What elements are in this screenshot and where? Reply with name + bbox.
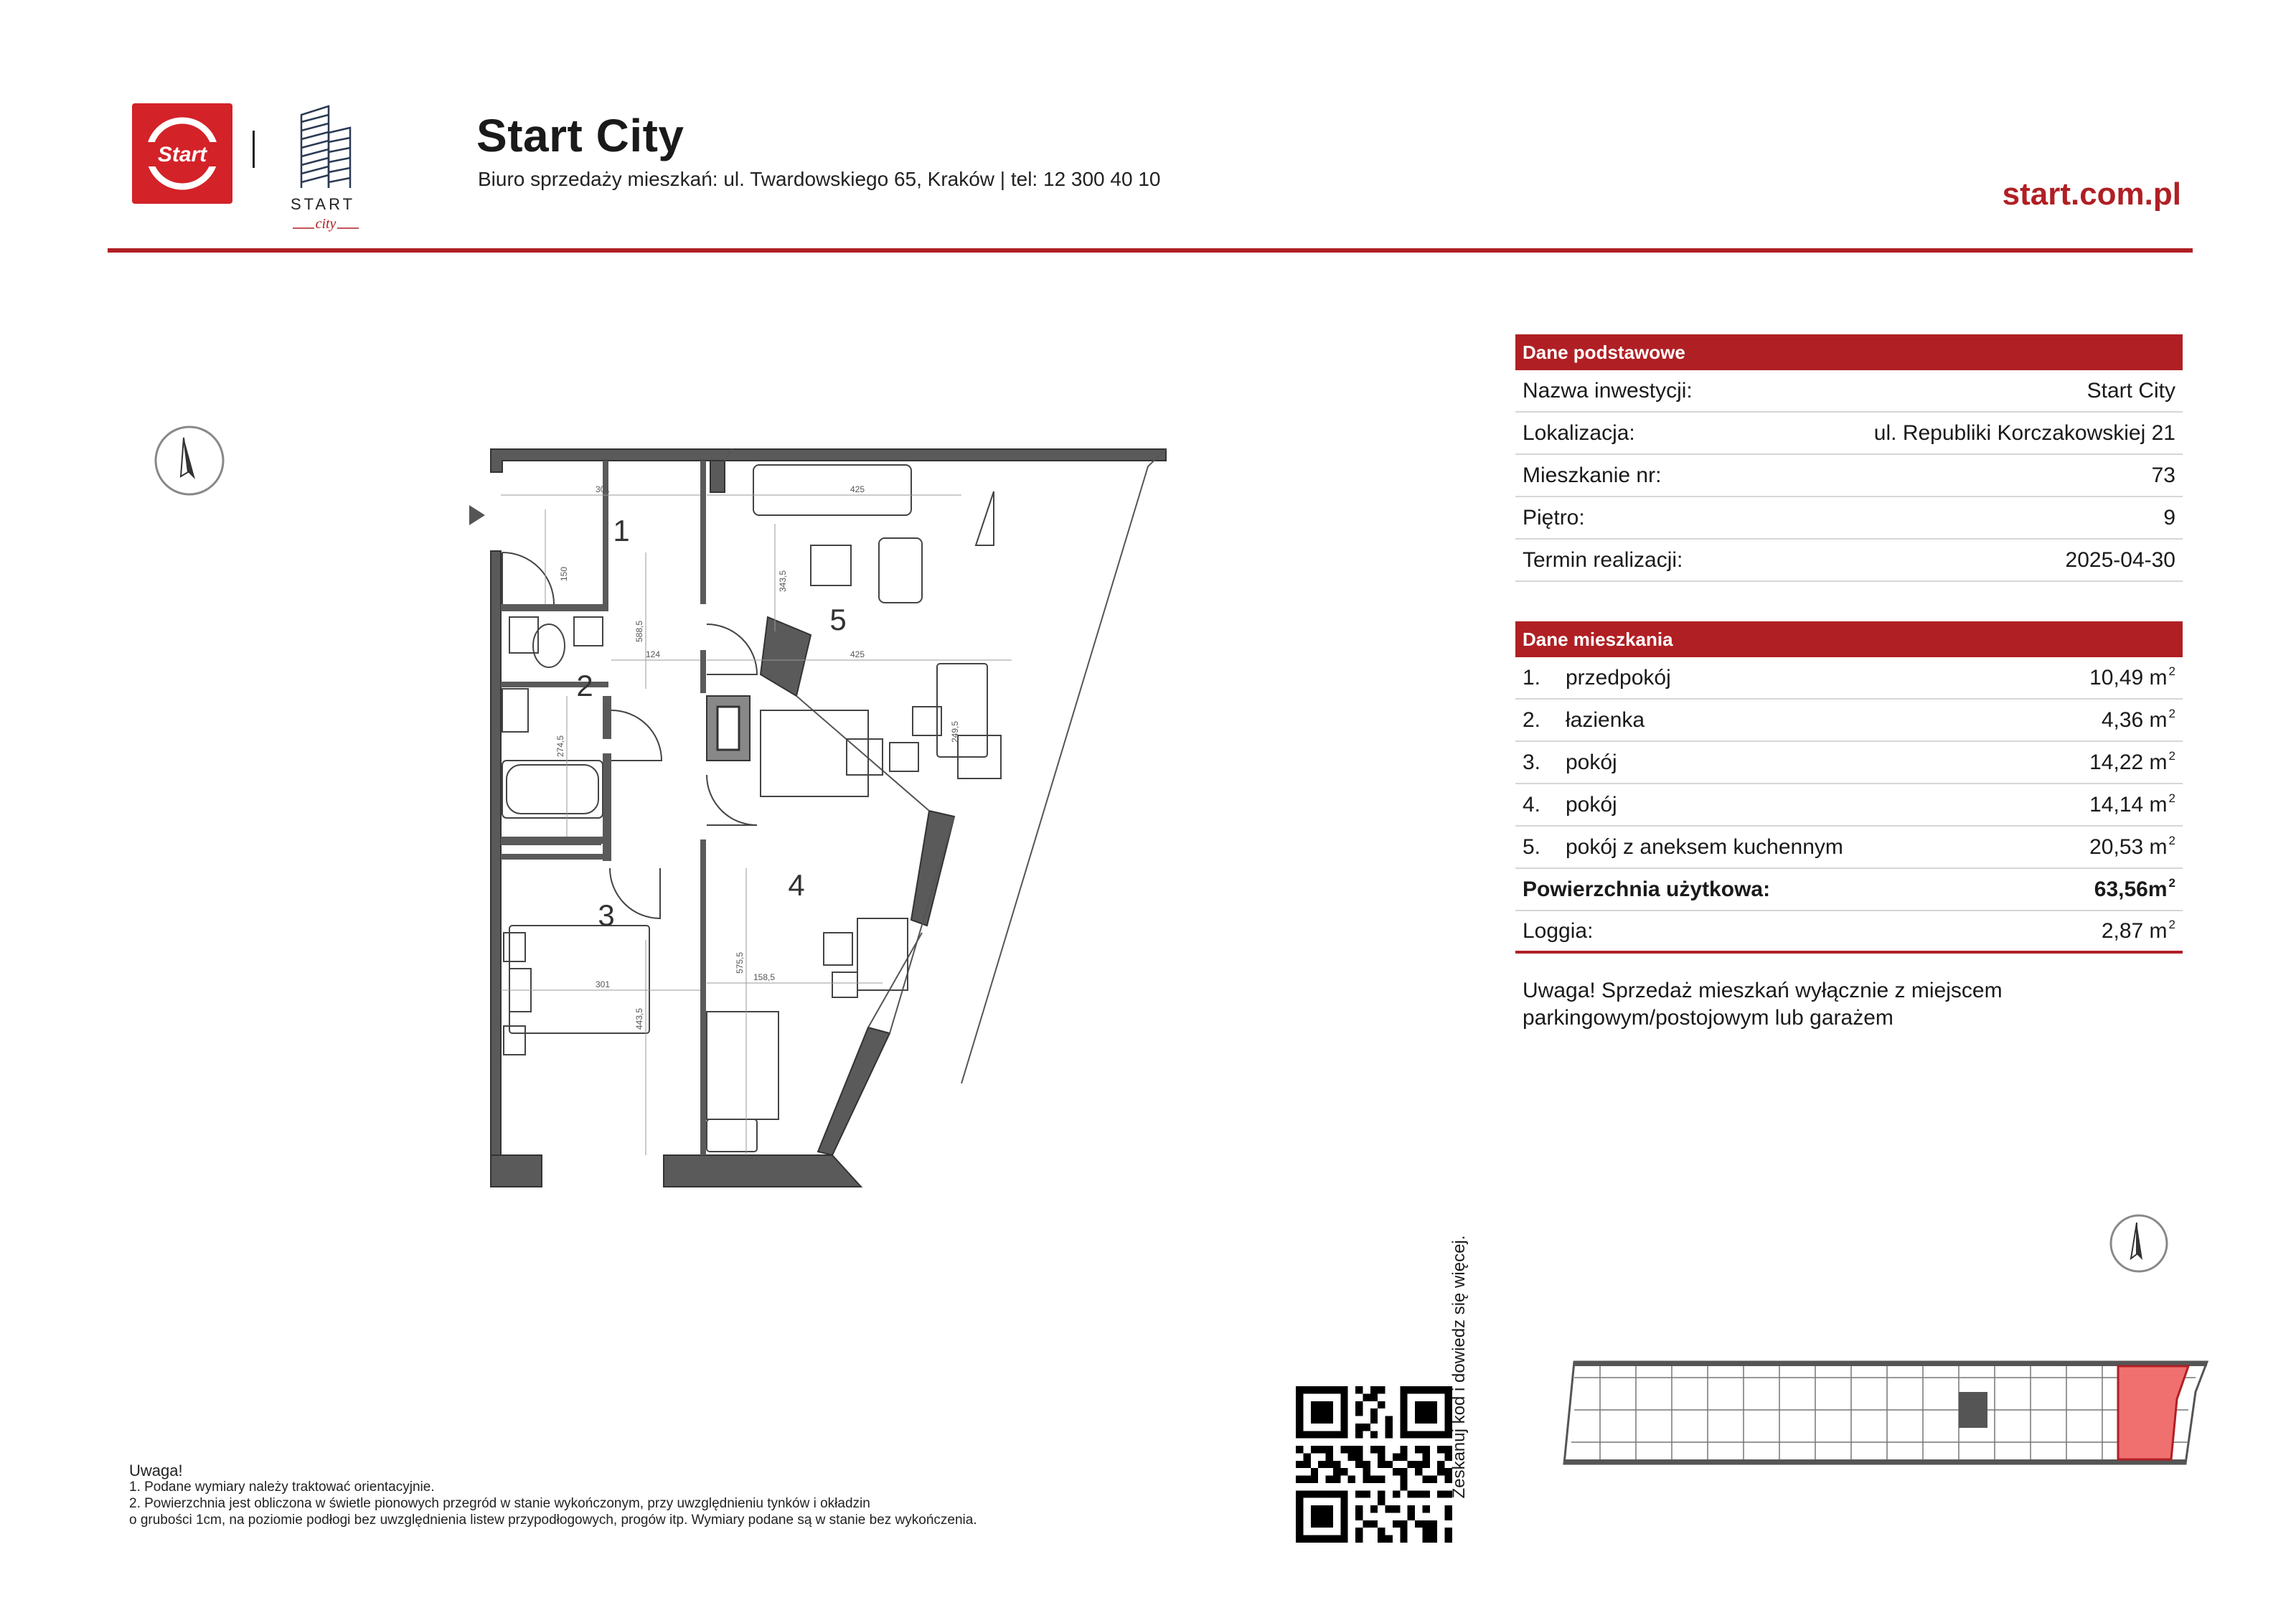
logo-divider xyxy=(253,131,255,168)
room-number: 4. xyxy=(1523,792,1541,817)
dim-label: 425 xyxy=(850,649,865,659)
room-name: pokój z aneksem kuchennym xyxy=(1566,834,1843,859)
table-row xyxy=(1515,455,2183,497)
room-number: 2. xyxy=(1523,707,1541,732)
room-name: łazienka xyxy=(1566,707,1645,732)
header-divider xyxy=(108,248,2193,253)
dim-label: 158,5 xyxy=(753,972,776,982)
compass-small-icon xyxy=(2108,1213,2170,1274)
room-area: 14,22 m $^2$ xyxy=(2089,748,2175,774)
dim-label: 249,5 xyxy=(950,720,960,743)
dim-label: 425 xyxy=(850,484,865,494)
room-area: 4,36 m $^2$ xyxy=(2101,706,2175,732)
basic-data-heading: Dane podstawowe xyxy=(1515,334,2183,370)
usable-area-value: 63,56m $^2$ xyxy=(2094,875,2175,901)
floor-plan xyxy=(459,438,1177,1198)
disclaimer-line: 1. Podane wymiary należy traktować orientacyjnie. xyxy=(129,1479,435,1495)
basic-data-table xyxy=(1515,334,2183,582)
apartment-data-table xyxy=(1515,621,2183,954)
building-key-plan xyxy=(1557,1349,2217,1478)
page-title: Start City xyxy=(476,110,684,161)
room-number: 1. xyxy=(1523,665,1541,690)
room-name: pokój xyxy=(1566,792,1617,817)
city-script-text: city xyxy=(315,216,337,232)
room-number: 5. xyxy=(1523,834,1541,859)
website-link[interactable]: start.com.pl xyxy=(2002,177,2181,212)
disclaimer xyxy=(129,1462,977,1528)
row-value: 9 xyxy=(2163,505,2175,530)
row-value: ul. Republiki Korczakowskiej 21 xyxy=(1873,420,2175,445)
row-label: Mieszkanie nr: xyxy=(1523,463,1662,487)
room-label-3: 3 xyxy=(598,898,615,932)
qr-caption-text: Zeskanuj kod i dowiedz się więcej. xyxy=(1449,1235,1469,1499)
start-logo-icon xyxy=(132,103,232,204)
room-label-1: 1 xyxy=(613,514,630,547)
row-label: Lokalizacja: xyxy=(1523,420,1635,445)
apartment-data-heading: Dane mieszkania xyxy=(1515,621,2183,657)
sales-office-info: Biuro sprzedaży mieszkań: ul. Twardowskiego 65, Kraków | tel: 12 300 40 10 xyxy=(478,168,1161,190)
dim-label: 575,5 xyxy=(735,951,745,974)
start-city-logo-text: START xyxy=(290,195,356,213)
parking-note: Uwaga! Sprzedaż mieszkań wyłącznie z miejscem parkingowym/postojowym lub garażem xyxy=(1523,979,2003,1030)
qr-code[interactable] xyxy=(1296,1386,1452,1543)
dim-label: 274,5 xyxy=(555,735,565,758)
start-city-logo xyxy=(273,100,373,237)
loggia-value: 2,87 m $^2$ xyxy=(2101,917,2175,943)
room-area: 10,49 m $^2$ xyxy=(2089,664,2175,690)
row-value: Start City xyxy=(2086,378,2175,403)
dim-label: 443,5 xyxy=(634,1007,644,1030)
dim-label: 343,5 xyxy=(778,570,788,593)
dim-label: 150 xyxy=(559,566,569,582)
table-row xyxy=(1515,497,2183,540)
table-row xyxy=(1515,413,2183,455)
compass-icon xyxy=(152,423,227,498)
row-value: 73 xyxy=(2151,463,2175,487)
row-label: Termin realizacji: xyxy=(1523,547,1683,572)
start-logo xyxy=(132,103,232,204)
building-icon xyxy=(273,100,373,237)
table-row xyxy=(1515,657,2183,700)
table-row xyxy=(1515,784,2183,827)
table-row xyxy=(1515,370,2183,413)
usable-area-label: Powierzchnia użytkowa: xyxy=(1523,877,1771,901)
room-label-5: 5 xyxy=(829,603,847,636)
room-name: pokój xyxy=(1566,750,1617,774)
table-row xyxy=(1515,742,2183,784)
qr-caption xyxy=(1445,1210,1474,1533)
room-label-2: 2 xyxy=(576,669,593,702)
room-area: 14,14 m $^2$ xyxy=(2089,791,2175,817)
dim-label: 124 xyxy=(645,649,661,659)
start-logo-text: Start xyxy=(157,143,207,166)
usable-area-row xyxy=(1515,869,2183,911)
table-row xyxy=(1515,827,2183,869)
disclaimer-title: Uwaga! xyxy=(129,1462,183,1479)
loggia-label: Loggia: xyxy=(1523,918,1594,943)
table-row xyxy=(1515,700,2183,742)
room-number: 3. xyxy=(1523,750,1541,774)
disclaimer-line: o grubości 1cm, na poziomie podłogi bez uwzględnienia listew przypodłogowych, progów itp. Wymiary podane są w stanie bez wykończenia. xyxy=(129,1513,977,1528)
room-name: przedpokój xyxy=(1566,665,1671,690)
disclaimer-line: 2. Powierzchnia jest obliczona w świetle pionowych przegród w stanie wykończonym, przy uwzględnieniu tynków i okładzin xyxy=(129,1496,870,1511)
dim-label: 301 xyxy=(595,979,611,989)
room-label-4: 4 xyxy=(788,868,805,902)
row-label: Nazwa inwestycji: xyxy=(1523,378,1693,403)
room-area: 20,53 m $^2$ xyxy=(2089,833,2175,859)
dim-label: 588,5 xyxy=(634,620,644,643)
dim-label: 301 xyxy=(595,484,611,494)
table-row xyxy=(1515,540,2183,582)
row-label: Piętro: xyxy=(1523,505,1585,530)
loggia-row xyxy=(1515,911,2183,954)
row-value: 2025-04-30 xyxy=(2065,547,2175,572)
